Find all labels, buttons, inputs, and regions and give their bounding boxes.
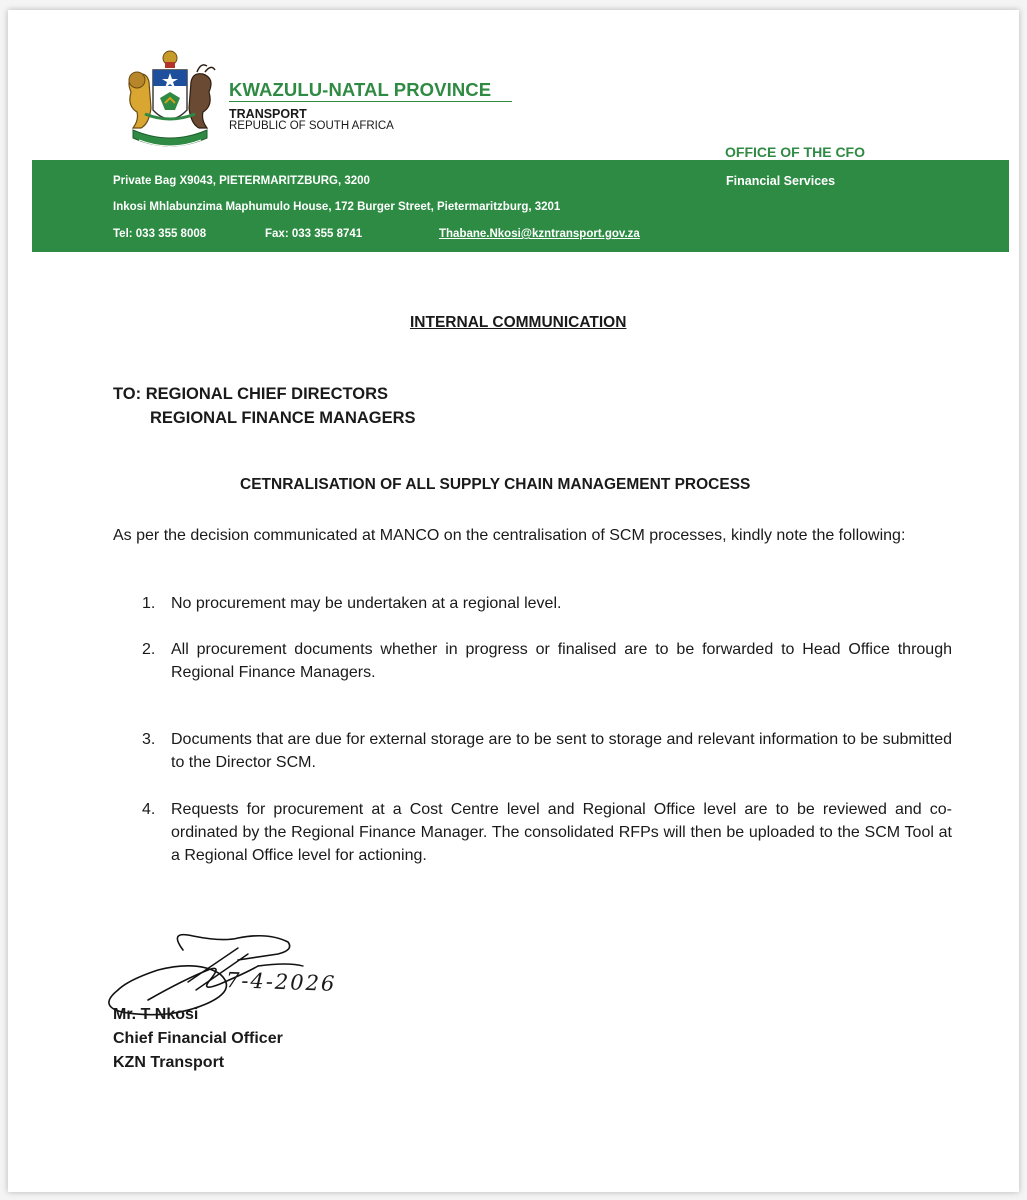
province-underline	[229, 101, 512, 102]
street-address: Inkosi Mhlabunzima Maphumulo House, 172 Burger Street, Pietermaritzburg, 3201	[113, 201, 561, 213]
signatory-title: Chief Financial Officer	[113, 1030, 283, 1047]
department-name: TRANSPORT	[229, 107, 307, 121]
signatory-name: Mr. T Nkosi	[113, 1006, 199, 1023]
email-link[interactable]: Thabane.Nkosi@kzntransport.gov.za	[439, 228, 640, 240]
list-item	[142, 798, 952, 867]
country-name: REPUBLIC OF SOUTH AFRICA	[229, 120, 394, 132]
list-item-number: 4.	[142, 801, 156, 818]
list-item-text: Requests for procurement at a Cost Centre level and Regional Office level are to be reviewed and co-ordinated by the Regional Finance Manager. The consolidated RFPs will then be uploaded to the SCM Tool at a Regional Office level for actioning.	[171, 801, 952, 864]
province-name: KWAZULU-NATAL PROVINCE	[229, 79, 492, 100]
telephone: Tel: 033 355 8008	[113, 228, 207, 240]
list-item	[142, 638, 952, 684]
list-item-number: 2.	[142, 641, 156, 658]
intro-paragraph: As per the decision communicated at MANCO on the centralisation of SCM processes, kindly note the following:	[113, 527, 906, 544]
unit-name: Financial Services	[726, 174, 836, 188]
list-item-text: Documents that are due for external storage are to be sent to storage and relevant information to be submitted to the Director SCM.	[171, 731, 952, 771]
recipient-line-1: TO: REGIONAL CHIEF DIRECTORS	[113, 385, 389, 403]
coat-of-arms-icon	[115, 48, 225, 158]
fax-number: Fax: 033 355 8741	[265, 228, 363, 240]
recipient-line-2: REGIONAL FINANCE MANAGERS	[150, 409, 416, 427]
handwritten-date: 7-4-2026	[225, 968, 337, 996]
list-item	[142, 728, 952, 774]
signatory-organisation: KZN Transport	[113, 1054, 225, 1071]
memo-subject: CETNRALISATION OF ALL SUPPLY CHAIN MANAGEMENT PROCESS	[240, 476, 751, 493]
list-item	[142, 592, 952, 615]
list-item-text: All procurement documents whether in progress or finalised are to be forwarded to Head Office through Regional Finance Managers.	[171, 641, 952, 681]
postal-address: Private Bag X9043, PIETERMARITZBURG, 3200	[113, 175, 370, 187]
office-title: OFFICE OF THE CFO	[725, 144, 865, 160]
memo-type-heading: INTERNAL COMMUNICATION	[410, 314, 627, 331]
list-item-number: 3.	[142, 731, 156, 748]
list-item-text: No procurement may be undertaken at a regional level.	[171, 595, 562, 612]
list-item-number: 1.	[142, 595, 156, 612]
